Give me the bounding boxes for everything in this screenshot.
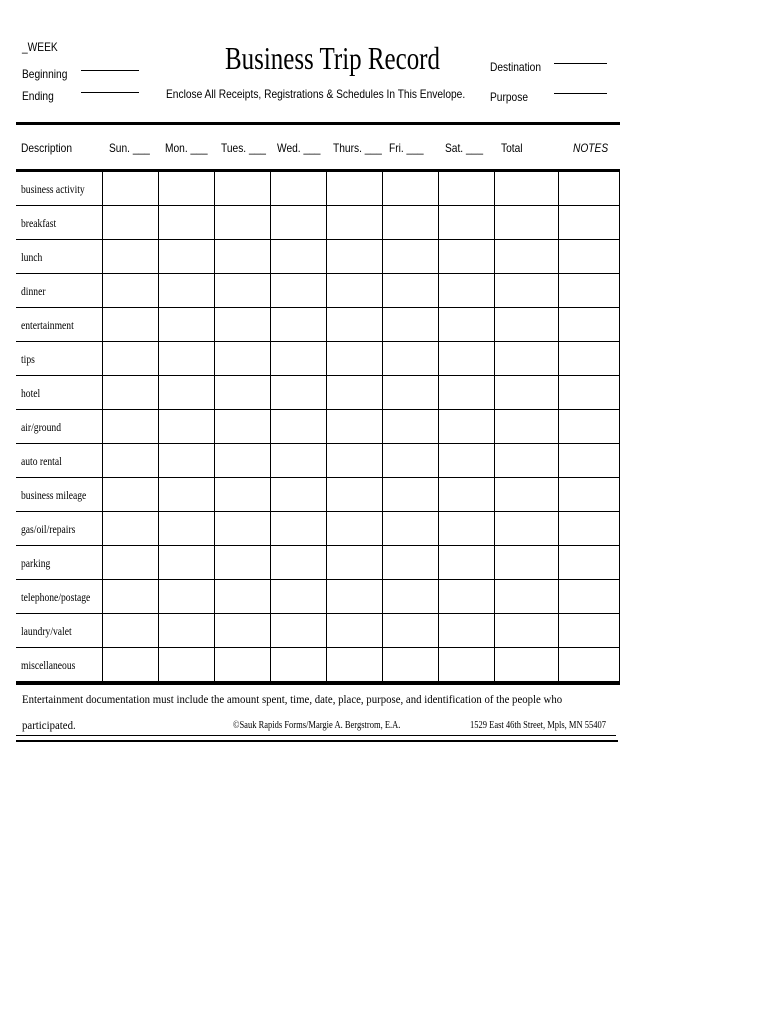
- entry-cell[interactable]: [326, 580, 382, 613]
- entry-cell[interactable]: [326, 648, 382, 681]
- week-label: _WEEK: [22, 40, 58, 54]
- address-text: 1529 East 46th Street, Mpls, MN 55407: [470, 720, 606, 731]
- entry-cell[interactable]: [438, 342, 494, 375]
- beginning-field[interactable]: [81, 70, 139, 71]
- row-label: breakfast: [21, 216, 57, 230]
- row-label: lunch: [21, 250, 43, 264]
- table-row: [16, 308, 620, 342]
- entry-cell[interactable]: [158, 172, 214, 205]
- row-right-edge: [619, 614, 620, 647]
- entry-cell[interactable]: [214, 410, 270, 443]
- table-row: [16, 410, 620, 444]
- table-row: [16, 274, 620, 308]
- table-row: [16, 648, 620, 681]
- table-row: [16, 546, 620, 580]
- row-right-edge: [619, 172, 620, 205]
- entry-cell[interactable]: [494, 342, 558, 375]
- table-row: [16, 342, 620, 376]
- row-label: telephone/postage: [21, 590, 91, 604]
- entry-cell[interactable]: [494, 308, 558, 341]
- col-mon: Mon. ___: [165, 141, 208, 155]
- entry-cell[interactable]: [382, 172, 438, 205]
- entry-cell[interactable]: [438, 512, 494, 545]
- entry-cell[interactable]: [214, 342, 270, 375]
- col-sat: Sat. ___: [445, 141, 483, 155]
- entry-cell[interactable]: [326, 240, 382, 273]
- entry-cell[interactable]: [438, 444, 494, 477]
- table-row: [16, 614, 620, 648]
- col-thurs: Thurs. ___: [333, 141, 382, 155]
- entry-cell[interactable]: [214, 274, 270, 307]
- entry-cell[interactable]: [270, 410, 326, 443]
- row-label: parking: [21, 556, 51, 570]
- entry-cell[interactable]: [214, 512, 270, 545]
- entry-cell[interactable]: [214, 614, 270, 647]
- entry-cell[interactable]: [158, 376, 214, 409]
- col-fri: Fri. ___: [389, 141, 424, 155]
- copyright-text: ©Sauk Rapids Forms/Margie A. Bergstrom, E.A.: [233, 720, 401, 731]
- row-label: air/ground: [21, 420, 61, 434]
- entry-cell[interactable]: [558, 580, 620, 613]
- row-right-edge: [619, 342, 620, 375]
- entertainment-note-line2: participated.: [22, 718, 76, 732]
- entry-cell[interactable]: [326, 410, 382, 443]
- entry-cell[interactable]: [494, 648, 558, 681]
- ending-field[interactable]: [81, 92, 139, 93]
- entry-cell[interactable]: [102, 240, 158, 273]
- row-right-edge: [619, 308, 620, 341]
- entry-cell[interactable]: [270, 580, 326, 613]
- entry-cell[interactable]: [214, 546, 270, 579]
- page-title: Business Trip Record: [225, 40, 440, 76]
- row-label: gas/oil/repairs: [21, 522, 76, 536]
- entry-cell[interactable]: [558, 342, 620, 375]
- entry-cell[interactable]: [158, 444, 214, 477]
- entry-cell[interactable]: [438, 648, 494, 681]
- row-label: business activity: [21, 182, 85, 196]
- col-wed: Wed. ___: [277, 141, 321, 155]
- entry-cell[interactable]: [214, 308, 270, 341]
- entry-cell[interactable]: [326, 376, 382, 409]
- ending-label: Ending: [22, 89, 54, 103]
- entry-cell[interactable]: [494, 580, 558, 613]
- entry-cell[interactable]: [558, 444, 620, 477]
- entry-cell[interactable]: [326, 512, 382, 545]
- entry-cell[interactable]: [270, 444, 326, 477]
- entry-cell[interactable]: [326, 342, 382, 375]
- table-row: [16, 172, 620, 206]
- entry-cell[interactable]: [102, 342, 158, 375]
- row-label: tips: [21, 352, 35, 366]
- entry-cell[interactable]: [382, 376, 438, 409]
- entry-cell[interactable]: [102, 410, 158, 443]
- entry-cell[interactable]: [494, 206, 558, 239]
- entry-cell[interactable]: [494, 274, 558, 307]
- entry-cell[interactable]: [438, 274, 494, 307]
- entry-cell[interactable]: [326, 478, 382, 511]
- col-sun: Sun. ___: [109, 141, 150, 155]
- row-label: dinner: [21, 284, 46, 298]
- table-row: [16, 444, 620, 478]
- expense-table: [16, 122, 620, 683]
- entry-cell[interactable]: [326, 546, 382, 579]
- row-label: business mileage: [21, 488, 87, 502]
- entry-cell[interactable]: [326, 172, 382, 205]
- entry-cell[interactable]: [326, 308, 382, 341]
- table-row: [16, 512, 620, 546]
- entry-cell[interactable]: [382, 274, 438, 307]
- entry-cell[interactable]: [558, 648, 620, 681]
- row-right-edge: [619, 546, 620, 579]
- entry-cell[interactable]: [494, 546, 558, 579]
- table-header: [16, 122, 620, 172]
- entry-cell[interactable]: [438, 410, 494, 443]
- entry-cell[interactable]: [382, 580, 438, 613]
- entry-cell[interactable]: [558, 376, 620, 409]
- table-row: [16, 376, 620, 410]
- entry-cell[interactable]: [214, 376, 270, 409]
- entry-cell[interactable]: [382, 308, 438, 341]
- entry-cell[interactable]: [382, 240, 438, 273]
- entry-cell[interactable]: [494, 614, 558, 647]
- entry-cell[interactable]: [270, 172, 326, 205]
- entry-cell[interactable]: [102, 580, 158, 613]
- purpose-field[interactable]: [554, 93, 607, 94]
- entry-cell[interactable]: [382, 546, 438, 579]
- row-label: laundry/valet: [21, 624, 72, 638]
- entry-cell[interactable]: [102, 648, 158, 681]
- entry-cell[interactable]: [158, 512, 214, 545]
- entry-cell[interactable]: [438, 172, 494, 205]
- entry-cell[interactable]: [270, 240, 326, 273]
- entry-cell[interactable]: [494, 376, 558, 409]
- entry-cell[interactable]: [158, 274, 214, 307]
- row-right-edge: [619, 478, 620, 511]
- entry-cell[interactable]: [438, 614, 494, 647]
- entry-cell[interactable]: [494, 172, 558, 205]
- entry-cell[interactable]: [438, 206, 494, 239]
- entry-cell[interactable]: [558, 546, 620, 579]
- entry-cell[interactable]: [438, 580, 494, 613]
- entry-cell[interactable]: [326, 206, 382, 239]
- destination-label: Destination: [490, 60, 542, 74]
- footer-rule-bottom: [16, 740, 618, 742]
- entry-cell[interactable]: [158, 546, 214, 579]
- table-row: [16, 206, 620, 240]
- entry-cell[interactable]: [326, 444, 382, 477]
- entry-cell[interactable]: [102, 512, 158, 545]
- entry-cell[interactable]: [102, 308, 158, 341]
- entry-cell[interactable]: [382, 512, 438, 545]
- entry-cell[interactable]: [558, 410, 620, 443]
- entry-cell[interactable]: [438, 240, 494, 273]
- entry-cell[interactable]: [558, 512, 620, 545]
- entry-cell[interactable]: [270, 614, 326, 647]
- entry-cell[interactable]: [558, 172, 620, 205]
- row-right-edge: [619, 444, 620, 477]
- row-right-edge: [619, 376, 620, 409]
- entry-cell[interactable]: [438, 546, 494, 579]
- footer-rule-thin: [16, 735, 616, 736]
- entry-cell[interactable]: [558, 274, 620, 307]
- entry-cell[interactable]: [102, 444, 158, 477]
- entry-cell[interactable]: [270, 308, 326, 341]
- entry-cell[interactable]: [214, 172, 270, 205]
- entry-cell[interactable]: [438, 308, 494, 341]
- entry-cell[interactable]: [270, 478, 326, 511]
- entry-cell[interactable]: [270, 546, 326, 579]
- entry-cell[interactable]: [158, 240, 214, 273]
- entry-cell[interactable]: [558, 478, 620, 511]
- entry-cell[interactable]: [102, 172, 158, 205]
- entry-cell[interactable]: [382, 444, 438, 477]
- entry-cell[interactable]: [214, 240, 270, 273]
- entry-cell[interactable]: [382, 614, 438, 647]
- entry-cell[interactable]: [270, 512, 326, 545]
- beginning-label: Beginning: [22, 67, 68, 81]
- entry-cell[interactable]: [158, 308, 214, 341]
- entry-cell[interactable]: [214, 206, 270, 239]
- row-right-edge: [619, 648, 620, 681]
- entry-cell[interactable]: [494, 444, 558, 477]
- enclose-instruction: Enclose All Receipts, Registrations & Schedules In This Envelope.: [166, 87, 466, 101]
- entry-cell[interactable]: [382, 648, 438, 681]
- entry-cell[interactable]: [102, 206, 158, 239]
- entry-cell[interactable]: [438, 478, 494, 511]
- entry-cell[interactable]: [102, 274, 158, 307]
- entry-cell[interactable]: [102, 376, 158, 409]
- entry-cell[interactable]: [382, 478, 438, 511]
- entry-cell[interactable]: [494, 512, 558, 545]
- entry-cell[interactable]: [158, 614, 214, 647]
- entry-cell[interactable]: [270, 274, 326, 307]
- entry-cell[interactable]: [158, 342, 214, 375]
- row-label: auto rental: [21, 454, 62, 468]
- entertainment-note-line1: Entertainment documentation must include the amount spent, time, date, place, purpose, and identification of the people who: [22, 692, 563, 706]
- row-right-edge: [619, 580, 620, 613]
- entry-cell[interactable]: [158, 206, 214, 239]
- entry-cell[interactable]: [158, 410, 214, 443]
- entry-cell[interactable]: [494, 478, 558, 511]
- entry-cell[interactable]: [382, 206, 438, 239]
- entry-cell[interactable]: [270, 376, 326, 409]
- row-label: miscellaneous: [21, 658, 76, 672]
- entry-cell[interactable]: [102, 478, 158, 511]
- purpose-label: Purpose: [490, 90, 528, 104]
- col-notes: NOTES: [573, 141, 609, 155]
- entry-cell[interactable]: [438, 376, 494, 409]
- entry-cell[interactable]: [270, 206, 326, 239]
- entry-cell[interactable]: [102, 614, 158, 647]
- entry-cell[interactable]: [214, 478, 270, 511]
- entry-cell[interactable]: [214, 580, 270, 613]
- row-right-edge: [619, 512, 620, 545]
- col-tues: Tues. ___: [221, 141, 266, 155]
- table-row: [16, 478, 620, 512]
- entry-cell[interactable]: [558, 240, 620, 273]
- entry-cell[interactable]: [558, 614, 620, 647]
- row-right-edge: [619, 206, 620, 239]
- footer-top-rule: [16, 683, 620, 685]
- entry-cell[interactable]: [270, 648, 326, 681]
- col-description: Description: [21, 141, 73, 155]
- entry-cell[interactable]: [270, 342, 326, 375]
- entry-cell[interactable]: [382, 410, 438, 443]
- entry-cell[interactable]: [102, 546, 158, 579]
- entry-cell[interactable]: [382, 342, 438, 375]
- entry-cell[interactable]: [326, 614, 382, 647]
- row-label: entertainment: [21, 318, 74, 332]
- entry-cell[interactable]: [158, 580, 214, 613]
- entry-cell[interactable]: [494, 240, 558, 273]
- entry-cell[interactable]: [214, 444, 270, 477]
- entry-cell[interactable]: [158, 478, 214, 511]
- col-total: Total: [501, 141, 523, 155]
- row-right-edge: [619, 410, 620, 443]
- entry-cell[interactable]: [494, 410, 558, 443]
- table-row: [16, 580, 620, 614]
- row-label: hotel: [21, 386, 41, 400]
- entry-cell[interactable]: [158, 648, 214, 681]
- entry-cell[interactable]: [558, 206, 620, 239]
- table-body: [16, 172, 620, 681]
- entry-cell[interactable]: [326, 274, 382, 307]
- row-right-edge: [619, 274, 620, 307]
- entry-cell[interactable]: [558, 308, 620, 341]
- entry-cell[interactable]: [214, 648, 270, 681]
- table-row: [16, 240, 620, 274]
- destination-field[interactable]: [554, 63, 607, 64]
- row-right-edge: [619, 240, 620, 273]
